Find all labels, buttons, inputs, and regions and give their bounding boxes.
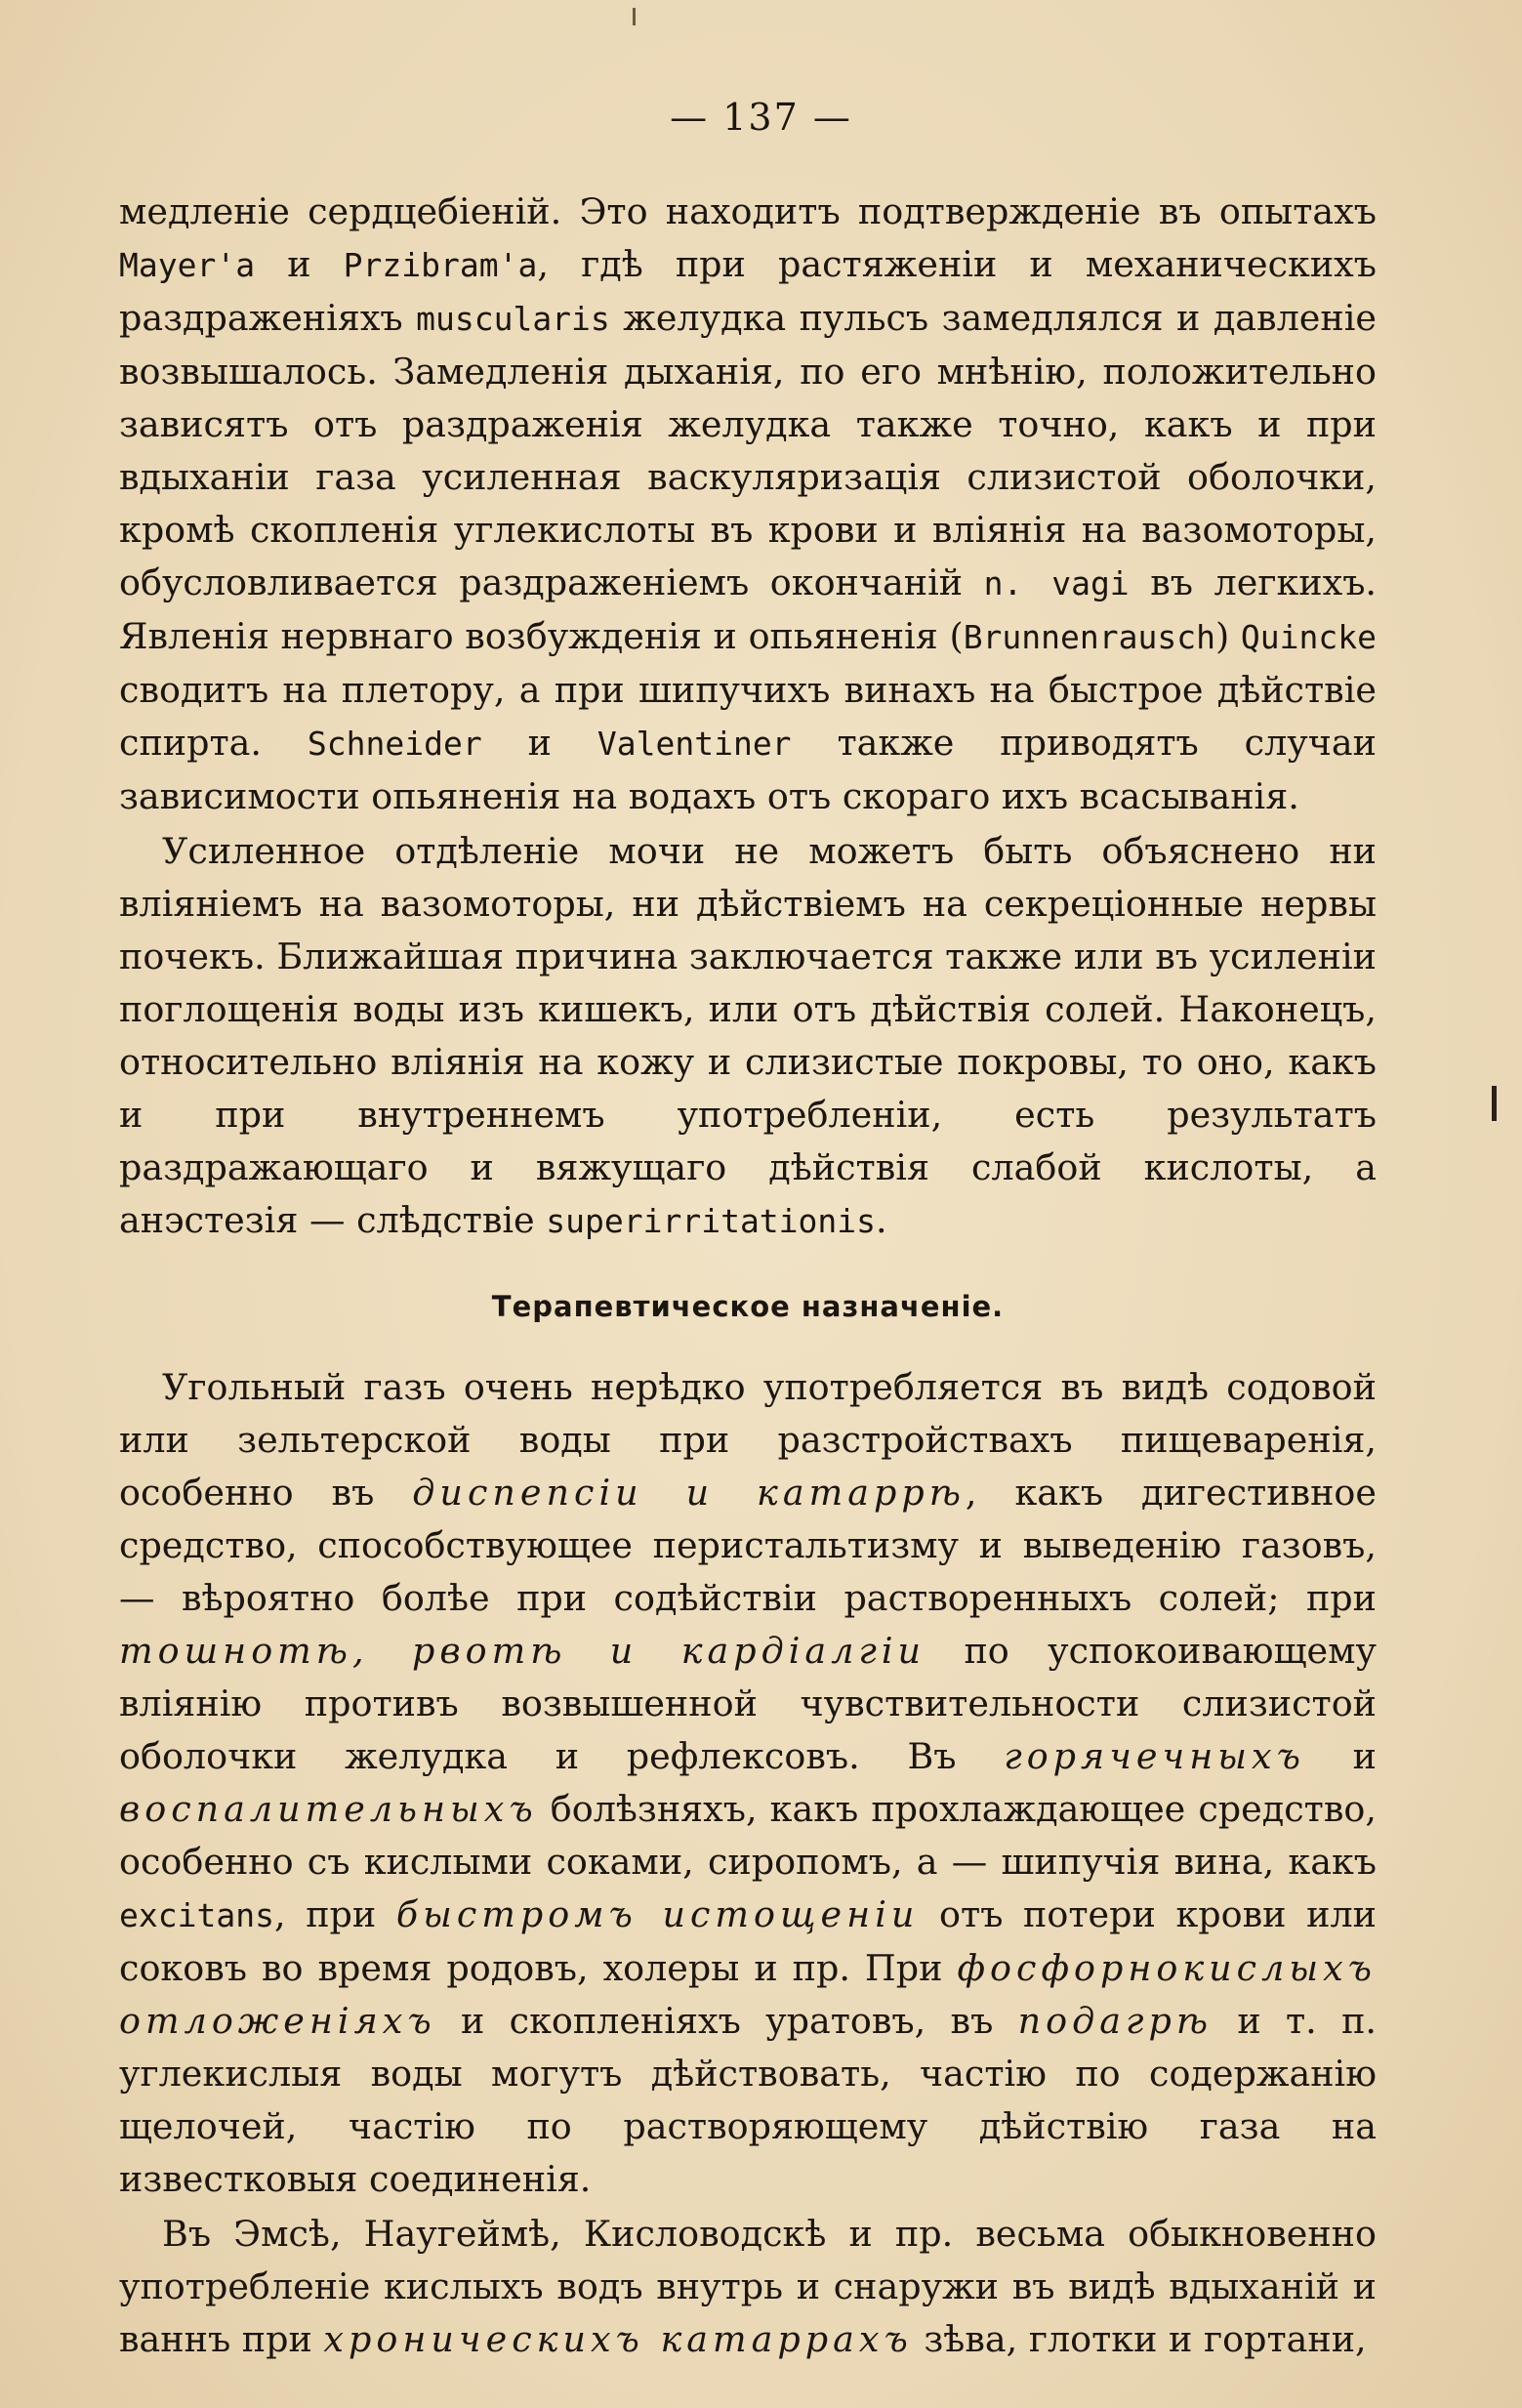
margin-mark — [1492, 1086, 1497, 1121]
text-span: и — [255, 243, 344, 285]
latin-term-excitans: excitans — [119, 1896, 274, 1934]
emphasis-fever: горячечныхъ — [1004, 1735, 1305, 1777]
text-span: Усиленное отдѣленіе мочи не можетъ быть объяснено ни вліяніемъ на вазомоторы, ни дѣйствіемъ на секреціонные нервы почекъ. Ближайшая причина заключается также или въ усиленіи поглощенія воды изъ кишекъ, или отъ дѣйствія солей. Наконецъ, относительно вліянія на кожу и слизистые покровы, то оно, какъ и при внутреннемъ употребленіи, есть результатъ раздражающаго и вяжущаго дѣйствія слабой кислоты, а анэстезія — слѣдствіе — [119, 830, 1377, 1241]
text-span: и — [1304, 1735, 1377, 1777]
latin-term-superirritationis: superirritationis — [546, 1202, 877, 1240]
emphasis-gout: подагрѣ — [1017, 2000, 1213, 2042]
paragraph-2 — [119, 825, 1377, 1248]
emphasis-inflammatory: воспалительныхъ — [119, 1788, 538, 1830]
text-span: желудка пульсъ замедлялся и давленіе возвышалось. Замедленія дыханія, по его мнѣнію, положительно зависятъ отъ раздраженія желудка также точно, какъ и при вдыханіи газа усиленная васкуляризація слизистой оболочки, кромѣ скопленія углекислоты въ крови и вліянія на вазомоторы, обусловливается раздраженіемъ окончаній — [119, 297, 1377, 603]
text-span: . — [876, 1199, 887, 1241]
page-body — [119, 186, 1377, 2366]
text-span: медленіе сердцебіеній. Это находитъ подтвержденіе въ опытахъ — [119, 190, 1377, 232]
text-span: , при — [273, 1893, 396, 1935]
text-span: также приводятъ случаи зависимости опьяненія на водахъ отъ скораго ихъ всасыванія. — [119, 722, 1377, 817]
paragraph-4 — [119, 2208, 1377, 2366]
latin-term-muscularis: muscularis — [416, 300, 610, 338]
text-span: , гдѣ при растяженіи и механическихъ раздраженіяхъ — [119, 243, 1377, 339]
text-span: отъ потери крови или соковъ во время родовъ, холеры и пр. При — [119, 1893, 1377, 1989]
text-span: болѣзняхъ, какъ прохлаждающее средство, особенно съ кислыми соками, сиропомъ, а — шипучія вина, какъ — [119, 1788, 1377, 1883]
text-span: и т. п. углекислыя воды могутъ дѣйствовать, частію по содержанію щелочей, частію по растворяющему дѣйствію газа на известковыя соединенія. — [119, 2000, 1378, 2200]
author-name-quincke: Quincke — [1240, 618, 1377, 656]
author-name-mayer: Mayer'a — [119, 246, 256, 284]
text-span: ) — [1214, 615, 1241, 657]
emphasis-exhaustion: быстромъ истощеніи — [395, 1893, 920, 1935]
emphasis-nausea: тошнотѣ, рвотѣ и кардіалгіи — [119, 1630, 926, 1672]
page-number: — 137 — — [670, 96, 852, 139]
text-span: и — [481, 722, 597, 764]
text-span: и скопленіяхъ уратовъ, въ — [435, 2000, 1018, 2042]
author-name-schneider: Schneider — [307, 725, 482, 763]
section-heading: Терапевтическое назначеніе. — [491, 1290, 1005, 1323]
emphasis-dyspepsia: диспепсіи и катаррѣ — [412, 1472, 966, 1514]
print-mark — [633, 8, 636, 25]
text-span: Въ Эмсѣ, Наугеймѣ, Кисловодскѣ и пр. весьма обыкновенно употребленіе кислыхъ водъ внутрь и снаружи въ видѣ вдыханій и ваннъ при — [119, 2213, 1377, 2360]
author-name-przibram: Przibram'a — [343, 246, 538, 284]
text-span: въ легкихъ. Явленія нервнаго возбужденія и опьяненія ( — [119, 561, 1378, 657]
text-span: Угольный газъ очень нерѣдко употребляется въ видѣ содовой или зельтерской воды при разстройствахъ пищеваренія, особенно въ — [119, 1366, 1377, 1514]
emphasis-chronic-catarrh: хроническихъ катаррахъ — [323, 2318, 913, 2360]
latin-term-n-vagi: n. vagi — [983, 564, 1130, 602]
paragraph-1 — [119, 186, 1377, 823]
text-span: , какъ дигестивное средство, способствующее перистальтизму и выведенію газовъ, — вѣроятно болѣе при содѣйствіи растворенныхъ солей; при — [119, 1472, 1377, 1619]
author-name-valentiner: Valentiner — [596, 725, 792, 763]
text-span: по успокоивающему вліянію противъ возвышенной чувствительности слизистой оболочки желудка и рефлексовъ. Въ — [119, 1630, 1377, 1777]
text-span: зѣва, глотки и гортани, — [912, 2318, 1367, 2360]
emphasis-phosphate-deposits: фосфорнокислыхъ отложеніяхъ — [119, 1947, 1377, 2042]
text-span: сводитъ на плетору, а при шипучихъ винахъ на быстрое дѣйствіе спирта. — [119, 669, 1377, 764]
german-term-brunnenrausch: Brunnenrausch — [963, 618, 1215, 656]
paragraph-3 — [119, 1361, 1377, 2206]
